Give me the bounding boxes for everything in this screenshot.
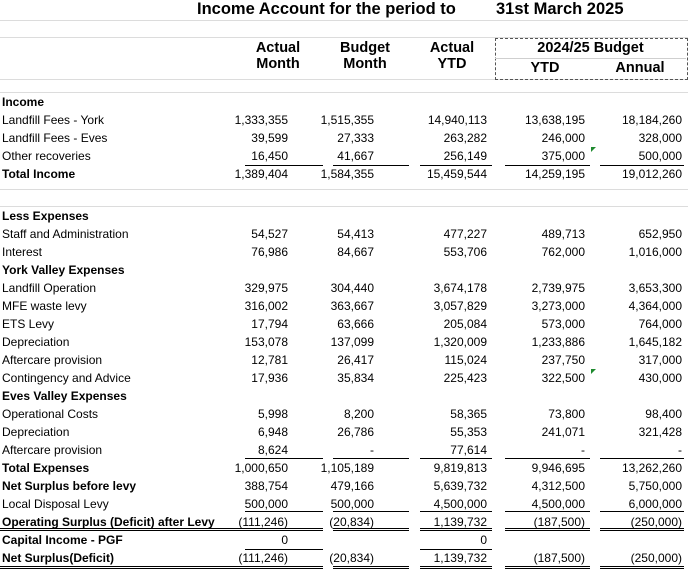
value-cell: 1,320,009 bbox=[433, 335, 487, 349]
value-cell: 1,139,732 bbox=[433, 551, 487, 565]
row-label: Operating Surplus (Deficit) after Levy bbox=[2, 515, 215, 529]
value-cell: 98,400 bbox=[645, 407, 682, 421]
value-cell: 329,975 bbox=[244, 281, 288, 295]
value-cell: 1,645,182 bbox=[628, 335, 682, 349]
value-cell: 317,000 bbox=[638, 353, 682, 367]
value-cell: 26,786 bbox=[337, 425, 374, 439]
value-cell: 73,800 bbox=[548, 407, 585, 421]
value-cell: 363,667 bbox=[330, 299, 374, 313]
value-cell: 1,105,189 bbox=[320, 461, 374, 475]
table-row bbox=[0, 315, 688, 333]
table-row bbox=[0, 351, 688, 369]
double-rule-net-label bbox=[0, 566, 245, 569]
value-cell: 256,149 bbox=[443, 149, 487, 163]
value-cell: 500,000 bbox=[638, 149, 682, 163]
value-cell: (20,834) bbox=[329, 551, 374, 565]
row-label: Less Expenses bbox=[2, 209, 89, 223]
header-budget-group: 2024/25 Budget bbox=[537, 40, 644, 56]
table-row bbox=[0, 423, 688, 441]
value-cell: 58,365 bbox=[450, 407, 487, 421]
row-label: Interest bbox=[2, 245, 43, 259]
value-cell: 500,000 bbox=[244, 497, 288, 511]
value-cell: (250,000) bbox=[630, 551, 682, 565]
double-rule-operating-c3 bbox=[420, 528, 492, 531]
rule-levy-c4 bbox=[505, 511, 590, 512]
value-cell: (250,000) bbox=[630, 515, 682, 529]
double-rule-operating-c2 bbox=[333, 528, 409, 531]
table-row bbox=[0, 387, 688, 405]
value-cell: 76,986 bbox=[251, 245, 288, 259]
rule-levy-c2 bbox=[333, 511, 409, 512]
value-cell: 12,781 bbox=[251, 353, 288, 367]
double-rule-operating-c5 bbox=[600, 528, 684, 531]
rule-income-c3 bbox=[420, 165, 492, 166]
double-rule-operating-c4 bbox=[505, 528, 590, 531]
value-cell: 54,527 bbox=[251, 227, 288, 241]
value-cell: 316,002 bbox=[244, 299, 288, 313]
value-cell: 3,273,000 bbox=[531, 299, 585, 313]
row-label: Staff and Administration bbox=[2, 227, 129, 241]
table-row bbox=[0, 165, 688, 183]
value-cell: 1,233,886 bbox=[531, 335, 585, 349]
rule-income-c5 bbox=[600, 165, 684, 166]
value-cell: 153,078 bbox=[244, 335, 288, 349]
value-cell: 764,000 bbox=[638, 317, 682, 331]
table-row bbox=[0, 369, 688, 387]
cell-comment-marker bbox=[591, 369, 596, 374]
value-cell: 35,834 bbox=[337, 371, 374, 385]
row-label: Net Surplus before levy bbox=[2, 479, 137, 493]
value-cell: 115,024 bbox=[444, 353, 487, 367]
table-row bbox=[0, 111, 688, 129]
value-cell: 4,500,000 bbox=[433, 497, 487, 511]
value-cell: - bbox=[370, 443, 374, 457]
value-cell: 328,000 bbox=[638, 131, 682, 145]
value-cell: (187,500) bbox=[533, 551, 585, 565]
value-cell: - bbox=[678, 443, 682, 457]
value-cell: 19,012,260 bbox=[621, 167, 682, 181]
value-cell: 9,946,695 bbox=[531, 461, 585, 475]
value-cell: 41,667 bbox=[337, 149, 374, 163]
table-row bbox=[0, 261, 688, 279]
double-rule-net-c5 bbox=[600, 566, 684, 569]
value-cell: 388,754 bbox=[244, 479, 288, 493]
rule-expenses-c5 bbox=[600, 458, 684, 459]
value-cell: 205,084 bbox=[443, 317, 487, 331]
rule-expenses-c3 bbox=[420, 458, 492, 459]
table-row bbox=[0, 93, 688, 111]
value-cell: 3,674,178 bbox=[433, 281, 487, 295]
value-cell: 553,706 bbox=[443, 245, 487, 259]
rule-income-c2 bbox=[333, 165, 409, 166]
table-row bbox=[0, 243, 688, 261]
value-cell: 430,000 bbox=[638, 371, 682, 385]
rule-expenses-c4 bbox=[505, 458, 590, 459]
value-cell: 8,200 bbox=[343, 407, 374, 421]
table-row bbox=[0, 297, 688, 315]
value-cell: 4,500,000 bbox=[531, 497, 585, 511]
value-cell: 18,184,260 bbox=[621, 113, 682, 127]
value-cell: 15,459,544 bbox=[426, 167, 487, 181]
value-cell: 2,739,975 bbox=[531, 281, 585, 295]
value-cell: 652,950 bbox=[638, 227, 682, 241]
value-cell: 5,998 bbox=[257, 407, 288, 421]
value-cell: - bbox=[581, 443, 585, 457]
value-cell: 3,653,300 bbox=[628, 281, 682, 295]
value-cell: 5,750,000 bbox=[628, 479, 682, 493]
table-row bbox=[0, 225, 688, 243]
value-cell: 55,353 bbox=[450, 425, 487, 439]
value-cell: 13,638,195 bbox=[524, 113, 585, 127]
value-cell: 6,000,000 bbox=[628, 497, 682, 511]
header-actual-ytd: Actual YTD bbox=[429, 40, 475, 72]
table-row bbox=[0, 405, 688, 423]
report-title: Income Account for the period to bbox=[197, 0, 456, 18]
value-cell: 322,500 bbox=[541, 371, 585, 385]
budget-header-divider bbox=[495, 58, 686, 59]
row-label: Depreciation bbox=[2, 335, 70, 349]
table-row bbox=[0, 549, 688, 567]
value-cell: 3,057,829 bbox=[433, 299, 487, 313]
value-cell: 5,639,732 bbox=[433, 479, 487, 493]
double-rule-operating-c1 bbox=[245, 528, 323, 531]
value-cell: 375,000 bbox=[541, 149, 585, 163]
value-cell: 500,000 bbox=[330, 497, 374, 511]
value-cell: 479,166 bbox=[330, 479, 374, 493]
value-cell: 573,000 bbox=[541, 317, 585, 331]
row-label: Capital Income - PGF bbox=[2, 533, 123, 547]
table-row bbox=[0, 129, 688, 147]
value-cell: 13,262,260 bbox=[621, 461, 682, 475]
header-actual-month: Actual Month bbox=[255, 40, 301, 72]
row-label: Income bbox=[2, 95, 45, 109]
header-budget-ytd: YTD bbox=[530, 60, 560, 76]
value-cell: 237,750 bbox=[541, 353, 585, 367]
rule-capital-c3 bbox=[420, 549, 492, 550]
value-cell: 16,450 bbox=[251, 149, 288, 163]
row-label: Total Income bbox=[2, 167, 76, 181]
value-cell: 84,667 bbox=[337, 245, 374, 259]
row-label: Operational Costs bbox=[2, 407, 99, 421]
value-cell: 137,099 bbox=[330, 335, 374, 349]
double-rule-net-c3 bbox=[420, 566, 492, 569]
row-label: ETS Levy bbox=[2, 317, 55, 331]
double-rule-net-c1 bbox=[245, 566, 323, 569]
rule-income-c1 bbox=[245, 165, 323, 166]
value-cell: 9,819,813 bbox=[433, 461, 487, 475]
rule-levy-c5 bbox=[600, 511, 684, 512]
value-cell: 225,423 bbox=[443, 371, 487, 385]
value-cell: 321,428 bbox=[638, 425, 682, 439]
value-cell: 4,364,000 bbox=[628, 299, 682, 313]
table-row bbox=[0, 333, 688, 351]
rule-expenses-c2 bbox=[333, 458, 409, 459]
row-label: Depreciation bbox=[2, 425, 70, 439]
value-cell: 477,227 bbox=[443, 227, 487, 241]
value-cell: 39,599 bbox=[251, 131, 288, 145]
value-cell: 27,333 bbox=[337, 131, 374, 145]
value-cell: 6,948 bbox=[257, 425, 288, 439]
table-row bbox=[0, 441, 688, 459]
row-label: Contingency and Advice bbox=[2, 371, 131, 385]
value-cell: 14,940,113 bbox=[427, 113, 487, 127]
value-cell: 17,936 bbox=[251, 371, 288, 385]
row-label: Landfill Fees - Eves bbox=[2, 131, 108, 145]
row-label: Landfill Fees - York bbox=[2, 113, 105, 127]
table-row bbox=[0, 279, 688, 297]
double-rule-operating-label bbox=[0, 528, 245, 531]
value-cell: 263,282 bbox=[443, 131, 487, 145]
row-label: Eves Valley Expenses bbox=[2, 389, 127, 403]
value-cell: 0 bbox=[480, 533, 487, 547]
value-cell: (187,500) bbox=[533, 515, 585, 529]
double-rule-net-c2 bbox=[333, 566, 409, 569]
value-cell: (111,246) bbox=[238, 515, 288, 529]
table-row bbox=[0, 459, 688, 477]
rule-expenses-c1 bbox=[245, 458, 323, 459]
value-cell: 63,666 bbox=[337, 317, 374, 331]
row-label: Other recoveries bbox=[2, 149, 91, 163]
value-cell: 54,413 bbox=[337, 227, 374, 241]
table-row bbox=[0, 147, 688, 165]
value-cell: 1,016,000 bbox=[628, 245, 682, 259]
value-cell: 246,000 bbox=[541, 131, 585, 145]
value-cell: (111,246) bbox=[238, 551, 288, 565]
value-cell: 8,624 bbox=[257, 443, 288, 457]
value-cell: 26,417 bbox=[337, 353, 374, 367]
table-row bbox=[0, 207, 688, 225]
rule-levy-c3 bbox=[420, 511, 492, 512]
value-cell: 1,000,650 bbox=[234, 461, 288, 475]
rule-capital-c1 bbox=[245, 549, 323, 550]
value-cell: 4,312,500 bbox=[531, 479, 585, 493]
row-label: York Valley Expenses bbox=[2, 263, 125, 277]
header-budget-month: Budget Month bbox=[340, 40, 390, 72]
value-cell: 77,614 bbox=[450, 443, 487, 457]
value-cell: 17,794 bbox=[251, 317, 288, 331]
value-cell: 762,000 bbox=[541, 245, 585, 259]
row-label: Landfill Operation bbox=[2, 281, 97, 295]
row-label: Net Surplus(Deficit) bbox=[2, 551, 115, 565]
value-cell: (20,834) bbox=[329, 515, 374, 529]
cell-comment-marker bbox=[591, 147, 596, 152]
row-label: Local Disposal Levy bbox=[2, 497, 109, 511]
row-label: Aftercare provision bbox=[2, 443, 103, 457]
value-cell: 1,333,355 bbox=[234, 113, 288, 127]
value-cell: 1,584,355 bbox=[320, 167, 374, 181]
value-cell: 0 bbox=[281, 533, 288, 547]
table-row bbox=[0, 477, 688, 495]
row-label: MFE waste levy bbox=[2, 299, 87, 313]
row-label: Total Expenses bbox=[2, 461, 90, 475]
rule-income-c4 bbox=[505, 165, 590, 166]
report-date: 31st March 2025 bbox=[496, 0, 624, 18]
value-cell: 241,071 bbox=[541, 425, 585, 439]
value-cell: 489,713 bbox=[541, 227, 585, 241]
double-rule-net-c4 bbox=[505, 566, 590, 569]
value-cell: 1,515,355 bbox=[320, 113, 374, 127]
value-cell: 1,389,404 bbox=[234, 167, 288, 181]
row-label: Aftercare provision bbox=[2, 353, 103, 367]
table-row bbox=[0, 531, 688, 549]
rule-levy-c1 bbox=[245, 511, 323, 512]
value-cell: 1,139,732 bbox=[433, 515, 487, 529]
value-cell: 14,259,195 bbox=[524, 167, 585, 181]
header-budget-annual: Annual bbox=[615, 60, 665, 76]
value-cell: 304,440 bbox=[330, 281, 374, 295]
